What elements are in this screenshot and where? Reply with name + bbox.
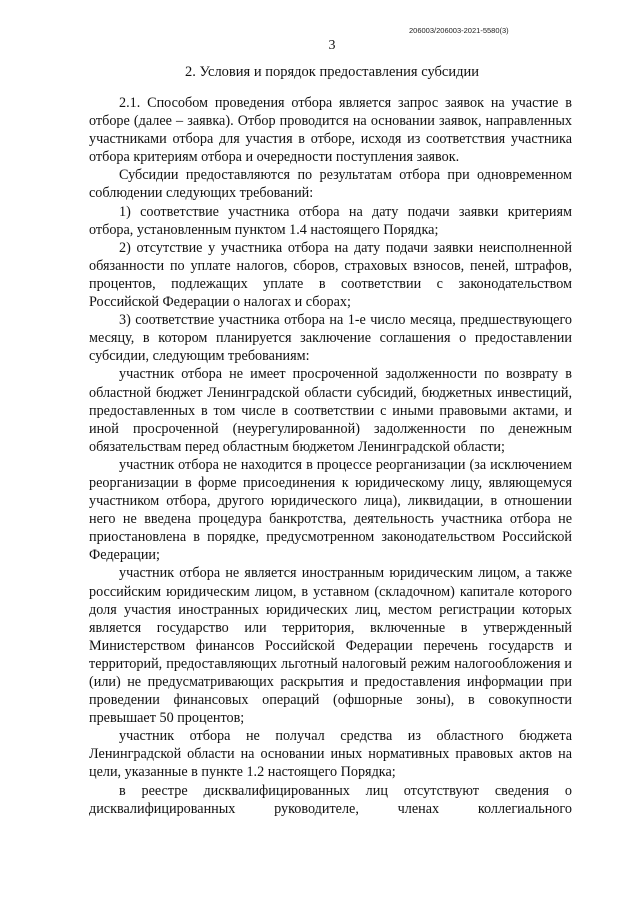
paragraph: 3) соответствие участника отбора на 1-е число месяца, предшествующего месяцу, в котором планируется заключение соглашения о предоставлении субсидии, следующим требованиям:: [89, 312, 572, 365]
section-title: 2. Условия и порядок предоставления субсидии: [184, 64, 479, 80]
paragraph: участник отбора не находится в процессе реорганизации (за исключением реорганизации в форме присоединения к юридическому лицу, являющемуся участником отбора, другого юридического лица), ликвидации, в отношении него не введена процедура банкротства, деятельность участника отбора не приостановлена в порядке, предусмотренном законодательством Российской Федерации;: [89, 456, 572, 564]
paragraph: Субсидии предоставляются по результатам отбора при одновременном соблюдении следующих требований:: [89, 167, 572, 202]
paragraph: 1) соответствие участника отбора на дату подачи заявки критериям отбора, установленным пунктом 1.4 настоящего Порядка;: [89, 203, 572, 238]
paragraph: участник отбора не имеет просроченной задолженности по возврату в областной бюджет Ленинградской области субсидий, бюджетных инвестиций, предоставленных в том числе в соответствии с иными правовыми актами, и иной просроченной (неурегулированной) задолженности по денежным обязательствам перед областным бюджетом Ленинградской области;: [89, 366, 572, 455]
paragraph: в реестре дисквалифицированных лиц отсутствуют сведения о дисквалифицированных руководителе, членах коллегиального: [89, 782, 572, 817]
paragraph: 2.1. Способом проведения отбора является запрос заявок на участие в отборе (далее – заявка). Отбор проводится на основании заявок, направленных участниками отбора для участия в отборе, исходя из соответствия участника отбора критериям отбора и очередности поступления заявок.: [89, 95, 572, 166]
paragraph: участник отбора не является иностранным юридическим лицом, а также российским юридическим лицом, в уставном (складочном) капитале которого доля участия иностранных юридических лиц, местом регистрации которых является государство или территория, включенные в утвержденный Министерством финансов Российской Федерации перечень государств и территорий, предоставляющих льготный налоговый режим налогообложения и (или) не предусматривающих раскрытия и предоставления информации при проведении финансовых операций (офшорные зоны), в совокупности превышает 50 процентов;: [89, 565, 572, 727]
document-id: 206003/206003-2021-5580(3): [409, 26, 509, 35]
page-number: 3: [328, 38, 336, 53]
paragraph: 2) отсутствие у участника отбора на дату подачи заявки неисполненной обязанности по уплате налогов, сборов, страховых взносов, пеней, штрафов, процентов, подлежащих уплате в соответствии с законодательством Российской Федерации о налогах и сборах;: [89, 239, 572, 311]
document-body: [89, 94, 572, 818]
paragraph: участник отбора не получал средства из областного бюджета Ленинградской области на основании иных нормативных правовых актов на цели, указанные в пункте 1.2 настоящего Порядка;: [89, 728, 572, 781]
